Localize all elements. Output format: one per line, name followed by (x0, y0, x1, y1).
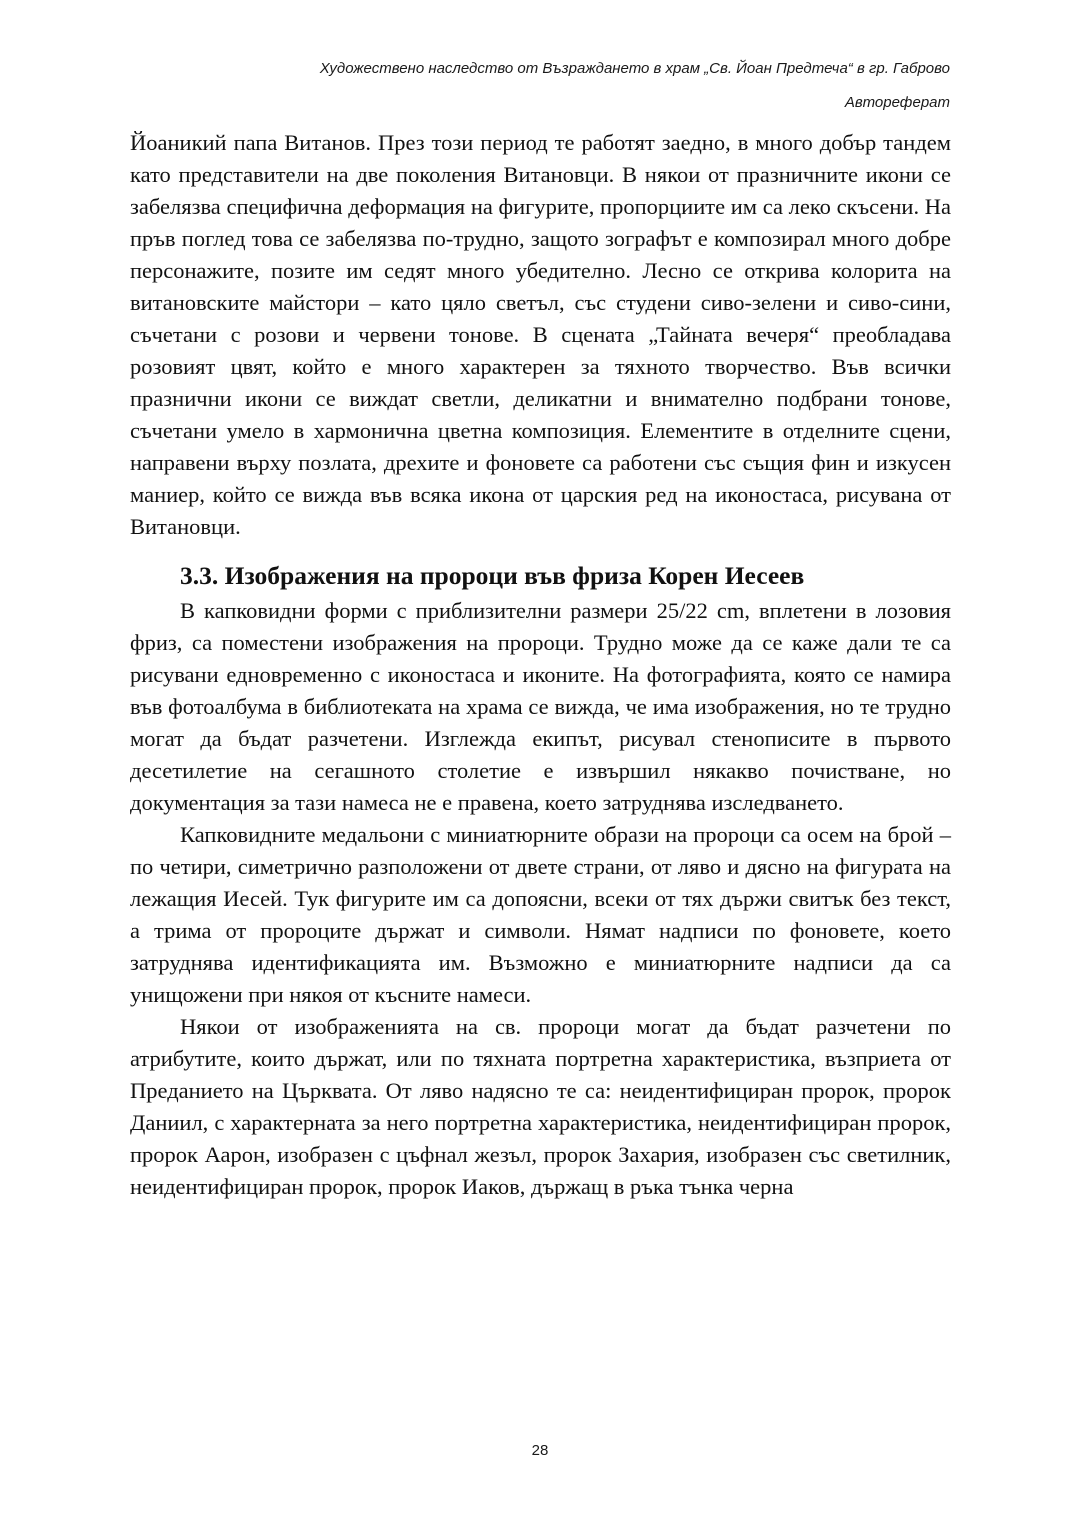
running-header (320, 52, 950, 120)
continuation-paragraph: Йоаникий папа Витанов. През този период те работят заедно, в много добър тандем като представители на две поколения Витановци. В някои от празничните икони се забелязва специфична деформация на фигурите, пропорциите им са леко скъсени. На пръв поглед това се забелязва по-трудно, защото зографът е композирал много добре персонажите, позите им седят много убедително. Лесно се открива колорита на витановските майстори – като цяло светъл, със студени сиво-зелени и сиво-сини, съчетани с розови и червени тонове. В сцената „Тайната вечеря“ преобладава розовият цвят, който е много характерен за тяхното творчество. Във всички празнични икони се виждат светли, деликатни и внимателно подбрани тонове, съчетани умело в хармонична цветна композиция. Елементите в отделните сцени, направени върху позлата, дрехите и фоновете са работени със същия фин и изкусен маниер, който се вижда във всяка икона от царския ред на иконостаса, рисувана от Витановци. (130, 130, 951, 539)
paragraph-3: Някои от изображенията на св. пророци могат да бъдат разчетени по атрибутите, които държат, или по тяхната портретна характеристика, възприета от Преданието на Църквата. От ляво надясно те са: неидентифициран пророк, пророк Даниил, с характерната за него портретна характеристика, неидентифициран пророк, пророк Аарон, изобразен с цъфнал жезъл, пророк Захария, изобразен със светилник, неидентифициран пророк, пророк Иаков, държащ в ръка тънка черна (130, 1014, 951, 1199)
section-heading: 3.3. Изображения на пророци във фриза Корен Иесеев (180, 561, 805, 590)
running-header-subtitle: Автореферат (844, 94, 950, 111)
running-header-title: Художествено наследство от Възраждането в храм „Св. Йоан Предтеча“ в гр. Габрово (319, 60, 950, 77)
body-text (130, 127, 951, 1203)
paragraph-2: Капковидните медальони с миниатюрните образи на пророци са осем на брой – по четири, симетрично разположени от двете страни, от ляво и дясно на фигурата на лежащия Иесей. Тук фигурите им са допоясни, всеки от тях държи свитък без текст, а трима от пророците държат и символи. Нямат надписи по фоновете, което затруднява идентификацията им. Възможно е миниатюрните надписи да са унищожени при някоя от късните намеси. (130, 822, 951, 1007)
page-number: 28 (531, 1442, 549, 1459)
paragraph-1: В капковидни форми с приблизителни размери 25/22 cm, вплетени в лозовия фриз, са поместени изображения на пророци. Трудно може да се каже дали те са рисувани едновременно с иконостаса и иконите. На фотографията, която се намира във фотоалбума в библиотеката на храма се вижда, че има изображения, но те трудно могат да бъдат разчетени. Изглежда екипът, рисувал стенописите в първото десетилетие на сегашното столетие е извършил някакво почистване, но документация за тази намеса не е правена, което затруднява изследването. (130, 598, 951, 815)
